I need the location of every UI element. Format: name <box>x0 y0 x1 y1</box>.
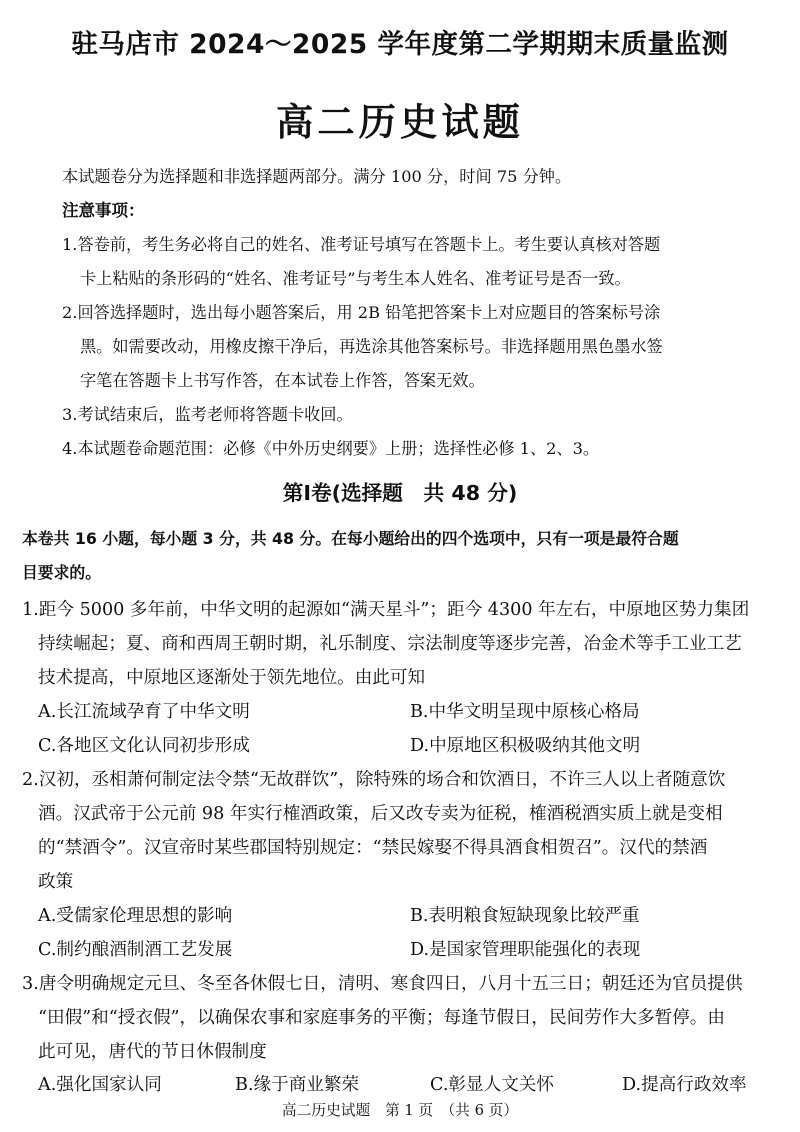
question-1-option-a[interactable]: A.长江流域孕育了中华文明 <box>38 702 250 722</box>
question-2-stem: 的“禁酒令”。汉宣帝时某些郡国特别规定：“禁民嫁娶不得具酒食相贺召”。汉代的禁酒 <box>38 838 708 858</box>
notice-line: 4.本试题卷命题范围：必修《中外历史纲要》上册；选择性必修 1、2、3。 <box>62 439 600 458</box>
question-2-option-b[interactable]: B.表明粮食短缺现象比较严重 <box>410 906 640 926</box>
notice-line: 黑。如需要改动，用橡皮擦干净后，再选涂其他答案标号。非选择题用黑色墨水签 <box>80 337 663 356</box>
question-3-stem: 此可见，唐代的节日休假制度 <box>38 1042 267 1062</box>
question-1-stem: 技术提高，中原地区逐渐处于领先地位。由此可知 <box>38 668 426 688</box>
notice-line: 字笔在答题卡上书写作答，在本试卷上作答，答案无效。 <box>80 371 485 390</box>
question-1-stem: 1.距今 5000 多年前，中华文明的起源如“满天星斗”；距今 4300 年左右，中原地区势力集团 <box>22 600 750 620</box>
notice-line: 1.答卷前，考生务必将自己的姓名、准考证号填写在答题卡上。考生要认真核对答题 <box>62 235 661 254</box>
page-footer: 高二历史试题 第 1 页 （共 6 页） <box>281 1102 519 1119</box>
exam-title: 驻马店市 2024～2025 学年度第二学期期末质量监测 <box>71 29 729 60</box>
subject-title: 高二历史试题 <box>276 100 524 144</box>
section-title: 第Ⅰ卷(选择题 共 48 分) <box>282 481 518 505</box>
question-3-option-d[interactable]: D.提高行政效率 <box>622 1075 747 1095</box>
intro-text: 本试题卷分为选择题和非选择题两部分。满分 100 分，时间 75 分钟。 <box>62 167 572 186</box>
notice-line: 3.考试结束后，监考老师将答题卡收回。 <box>62 405 353 424</box>
question-1-stem: 持续崛起；夏、商和西周王朝时期，礼乐制度、宗法制度等逐步完善，冶金术等手工业工艺 <box>38 634 742 654</box>
question-2-option-c[interactable]: C.制约酿酒制酒工艺发展 <box>38 940 233 960</box>
question-2-stem: 政策 <box>38 872 74 892</box>
section-instructions: 本卷共 16 小题，每小题 3 分，共 48 分。在每小题给出的四个选项中，只有一项是最符合题 <box>22 529 679 548</box>
question-3-option-a[interactable]: A.强化国家认同 <box>38 1075 162 1095</box>
question-3-stem: 3.唐令明确规定元旦、冬至各休假七日，清明、寒食四日，八月十五三日；朝廷还为官员提供 <box>22 974 743 994</box>
notice-line: 2.回答选择题时，选出每小题答案后，用 2B 铅笔把答案卡上对应题目的答案标号涂 <box>62 303 661 322</box>
question-2-stem: 酒。汉武帝于公元前 98 年实行榷酒政策，后又改专卖为征税，榷酒税酒实质上就是变相 <box>38 804 723 824</box>
section-instructions: 目要求的。 <box>22 563 101 582</box>
question-3-option-c[interactable]: C.彰显人文关怀 <box>430 1075 554 1095</box>
question-2-option-d[interactable]: D.是国家管理职能强化的表现 <box>410 940 641 960</box>
question-1-option-b[interactable]: B.中华文明呈现中原核心格局 <box>410 702 640 722</box>
question-2-stem: 2.汉初，丞相萧何制定法令禁“无故群饮”，除特殊的场合和饮酒日，不许三人以上者随意饮 <box>22 770 726 790</box>
notice-heading: 注意事项： <box>62 201 145 220</box>
question-2-option-a[interactable]: A.受儒家伦理思想的影响 <box>38 906 233 926</box>
question-1-option-c[interactable]: C.各地区文化认同初步形成 <box>38 736 250 756</box>
question-3-option-b[interactable]: B.缘于商业繁荣 <box>235 1075 360 1095</box>
question-1-option-d[interactable]: D.中原地区积极吸纳其他文明 <box>410 736 641 756</box>
question-3-stem: “田假”和“授衣假”，以确保农事和家庭事务的平衡；每逢节假日，民间劳作大多暂停。由 <box>38 1008 725 1028</box>
notice-line: 卡上粘贴的条形码的“姓名、准考证号”与考生本人姓名、准考证号是否一致。 <box>80 269 631 288</box>
